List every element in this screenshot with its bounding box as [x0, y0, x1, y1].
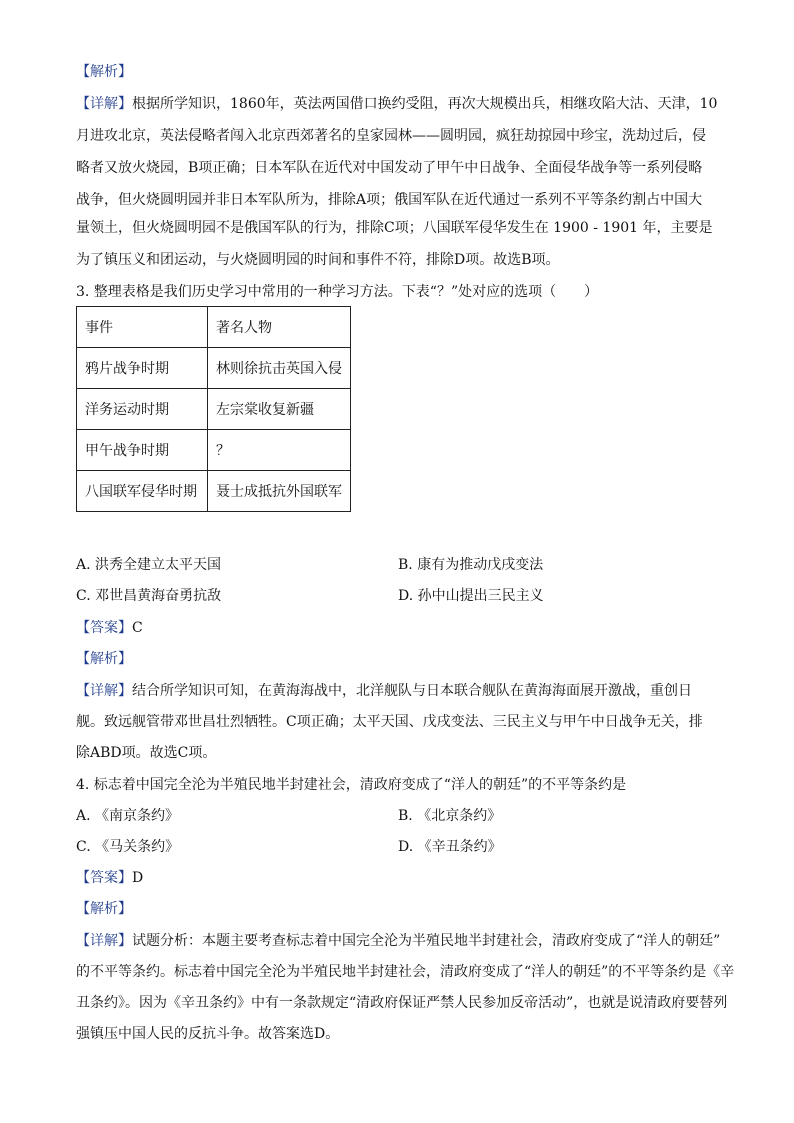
table-cell: 甲午战争时期: [77, 430, 208, 471]
table-row: [77, 389, 351, 430]
detail-line: 战争，但火烧圆明园并非日本军队所为，排除A项；俄国军队在近代通过一系列不平等条约割占中国大: [76, 192, 703, 208]
detail-line: 月进攻北京，英法侵略者闯入北京西郊著名的皇家园林——圆明园，疯狂劫掠园中珍宝，洗劫过后，侵: [76, 128, 706, 144]
answer-line: [76, 618, 143, 638]
table-cell: 鸦片战争时期: [77, 348, 208, 389]
answer-line: [76, 868, 143, 888]
analysis-tag: 【解析】: [76, 651, 132, 667]
table-row: [77, 430, 351, 471]
option-d: D. 孙中山提出三民主义: [398, 588, 544, 604]
detail-line: 【详解】结合所学知识可知，在黄海海战中，北洋舰队与日本联合舰队在黄海海面展开激战，重创日: [76, 683, 692, 699]
detail-line: 略者又放火烧园，B项正确；日本军队在近代对中国发动了甲午中日战争、全面侵华战争等一系列侵略: [76, 160, 703, 176]
table-cell: 八国联军侵华时期: [77, 471, 208, 512]
table-row: [77, 307, 351, 348]
table-cell: 事件: [77, 307, 208, 348]
detail-line: 【详解】试题分析：本题主要考查标志着中国完全沦为半殖民地半封建社会，清政府变成了“洋人的朝廷”: [76, 933, 721, 949]
table-row: [77, 471, 351, 512]
detail-line: 为了镇压义和团运动，与火烧圆明园的时间和事件不符，排除D项。故选B项。: [76, 252, 560, 268]
table-cell: 左宗棠收复新疆: [208, 389, 351, 430]
detail-line: 【详解】根据所学知识，1860年，英法两国借口换约受阻，再次大规模出兵，相继攻陷大沽、天津，10: [76, 96, 718, 112]
detail-line: 除ABD项。故选C项。: [76, 745, 217, 761]
detail-line: 强镇压中国人民的反抗斗争。故答案选D。: [76, 1026, 340, 1042]
option-b: B. 康有为推动戊戌变法: [398, 557, 544, 573]
detail-tag: 【详解】: [76, 683, 132, 699]
option-a: A. 洪秀全建立太平天国: [76, 557, 222, 573]
answer-tag: 【答案】: [76, 620, 132, 636]
detail-tag: 【详解】: [76, 96, 132, 112]
detail-line: 舰。致远舰管带邓世昌壮烈牺牲。C项正确；太平天国、戊戌变法、三民主义与甲午中日战争无关，排: [76, 714, 703, 730]
table-row: [77, 348, 351, 389]
analysis-tag: 【解析】: [76, 64, 132, 80]
detail-line: 的不平等条约。标志着中国完全沦为半殖民地半封建社会，清政府变成了“洋人的朝廷”的不平等条约是《辛: [76, 964, 735, 980]
option-c: C. 《马关条约》: [76, 839, 180, 855]
table-cell: 聂士成抵抗外国联军: [208, 471, 351, 512]
option-c: C. 邓世昌黄海奋勇抗敌: [76, 588, 222, 604]
question-stem: 3. 整理表格是我们历史学习中常用的一种学习方法。下表“？”处对应的选项（ ）: [76, 284, 599, 300]
table-cell: 林则徐抗击英国入侵: [208, 348, 351, 389]
table-cell: 著名人物: [208, 307, 351, 348]
table-cell: ？: [208, 430, 351, 471]
answer-value: D: [132, 870, 144, 886]
analysis-tag: 【解析】: [76, 901, 132, 917]
answer-tag: 【答案】: [76, 870, 132, 886]
detail-tag: 【详解】: [76, 933, 132, 949]
history-table: [76, 306, 351, 512]
detail-line: 丑条约》。因为《辛丑条约》中有一条款规定“清政府保证严禁人民参加反帝活动”，也就是说清政府要替列: [76, 995, 728, 1011]
question-stem: 4. 标志着中国完全沦为半殖民地半封建社会，清政府变成了“洋人的朝廷”的不平等条约是: [76, 777, 627, 793]
option-b: B. 《北京条约》: [398, 808, 502, 824]
answer-value: C: [132, 620, 143, 636]
option-a: A. 《南京条约》: [76, 808, 180, 824]
option-d: D. 《辛丑条约》: [398, 839, 502, 855]
detail-line: 量领土，但火烧圆明园不是俄国军队的行为，排除C项；八国联军侵华发生在 1900 - 1901 年，主要是: [76, 220, 713, 236]
table-cell: 洋务运动时期: [77, 389, 208, 430]
